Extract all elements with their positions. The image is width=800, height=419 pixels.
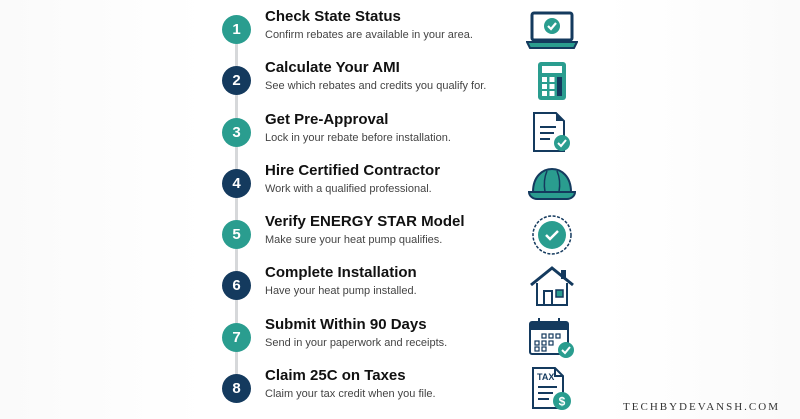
step-title: Hire Certified Contractor bbox=[265, 162, 441, 179]
step-title: Submit Within 90 Days bbox=[265, 316, 427, 333]
background-right bbox=[605, 0, 800, 419]
step-number-badge: 7 bbox=[222, 323, 251, 352]
step-description: Have your heat pump installed. bbox=[265, 285, 417, 297]
document-check-icon bbox=[524, 110, 580, 156]
step-description: Work with a qualified professional. bbox=[265, 183, 432, 195]
house-icon bbox=[524, 263, 580, 309]
step-description: Make sure your heat pump qualifies. bbox=[265, 234, 443, 246]
step-3 bbox=[220, 110, 600, 160]
step-title: Get Pre-Approval bbox=[265, 111, 389, 128]
step-description: Claim your tax credit when you file. bbox=[265, 388, 436, 400]
step-description: Send in your paperwork and receipts. bbox=[265, 337, 448, 349]
step-number-badge: 3 bbox=[222, 118, 251, 147]
background-left bbox=[0, 0, 205, 419]
step-number-badge: 6 bbox=[222, 271, 251, 300]
laptop-check-icon bbox=[524, 7, 580, 53]
svg-text:TAX: TAX bbox=[537, 372, 555, 382]
hard-hat-icon bbox=[524, 161, 580, 207]
step-title: Claim 25C on Taxes bbox=[265, 367, 406, 384]
step-title: Complete Installation bbox=[265, 264, 417, 281]
step-number-badge: 8 bbox=[222, 374, 251, 403]
svg-text:$: $ bbox=[558, 394, 566, 409]
step-2 bbox=[220, 58, 600, 108]
step-7 bbox=[220, 315, 600, 365]
step-6 bbox=[220, 263, 600, 313]
step-description: Lock in your rebate before installation. bbox=[265, 132, 451, 144]
step-description: See which rebates and credits you qualify for. bbox=[265, 80, 487, 92]
step-4 bbox=[220, 161, 600, 211]
tax-document-icon bbox=[524, 366, 580, 412]
step-number-badge: 1 bbox=[222, 15, 251, 44]
step-title: Check State Status bbox=[265, 8, 401, 25]
calculator-icon bbox=[524, 58, 580, 104]
calendar-check-icon bbox=[524, 315, 580, 361]
step-description: Confirm rebates are available in your area. bbox=[265, 29, 473, 41]
step-title: Verify ENERGY STAR Model bbox=[265, 213, 465, 230]
step-number-badge: 5 bbox=[222, 220, 251, 249]
badge-check-icon bbox=[524, 212, 580, 258]
step-5 bbox=[220, 212, 600, 262]
step-number-badge: 4 bbox=[222, 169, 251, 198]
step-title: Calculate Your AMI bbox=[265, 59, 400, 76]
step-number-badge: 2 bbox=[222, 66, 251, 95]
watermark: TECHBYDEVANSH.COM bbox=[623, 401, 780, 413]
step-1 bbox=[220, 7, 600, 57]
step-8 bbox=[220, 366, 600, 416]
